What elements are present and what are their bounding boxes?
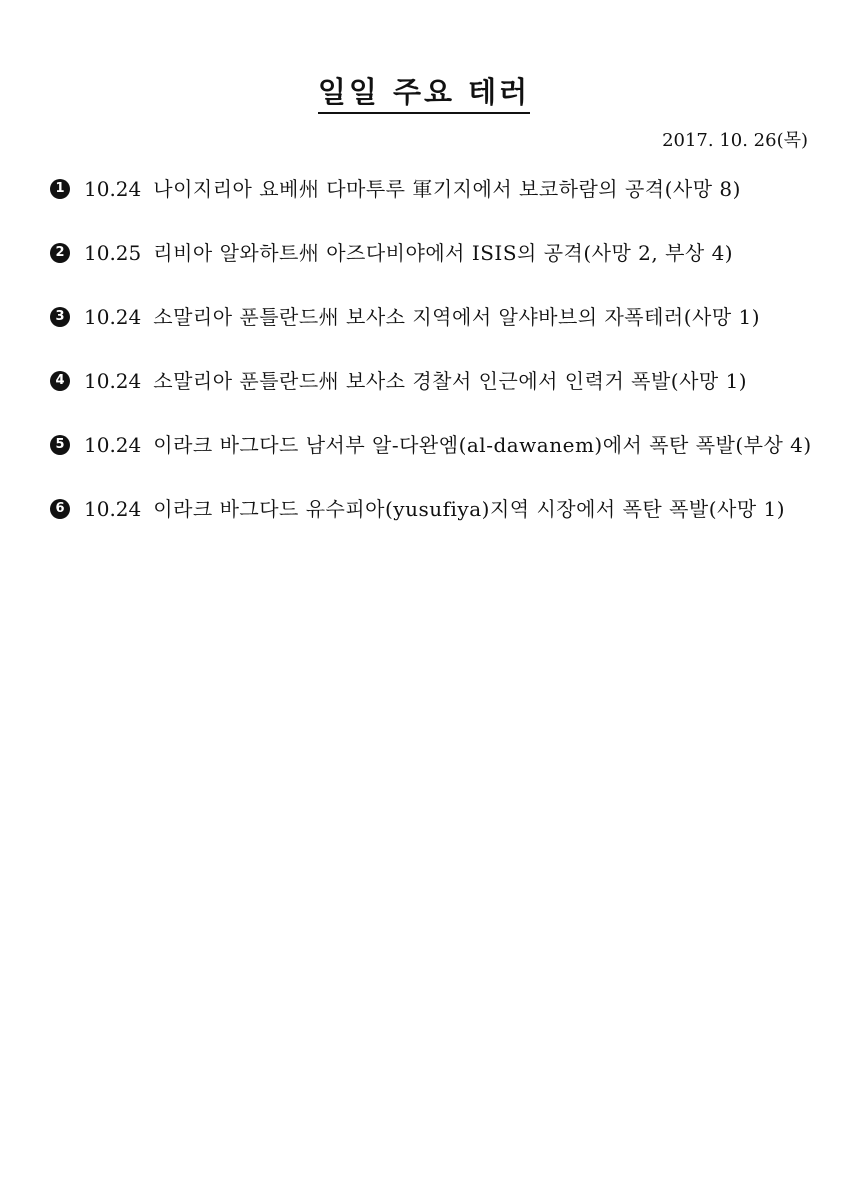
number-marker: 2 bbox=[50, 243, 70, 263]
page-title-text: 일일 주요 테러 bbox=[318, 74, 530, 114]
incident-date: 10.24 bbox=[84, 497, 142, 521]
incident-item bbox=[50, 427, 820, 491]
incident-date: 10.24 bbox=[84, 305, 142, 329]
incident-text: 나이지리아 요베州 다마투루 軍기지에서 보코하람의 공격(사망 8) bbox=[153, 177, 741, 201]
incident-text: 리비아 알와하트州 아즈다비야에서 ISIS의 공격(사망 2, 부상 4) bbox=[153, 241, 734, 265]
incident-list bbox=[50, 171, 820, 555]
incident-date: 10.25 bbox=[84, 241, 142, 265]
number-marker: 4 bbox=[50, 371, 70, 391]
incident-item bbox=[50, 491, 820, 555]
incident-item bbox=[50, 235, 820, 299]
report-date: 2017. 10. 26(목) bbox=[662, 130, 808, 151]
incident-text: 이라크 바그다드 남서부 알-다완엠(al-dawanem)에서 폭탄 폭발(부상 4) bbox=[153, 433, 812, 457]
incident-text: 소말리아 푼틀란드州 보사소 경찰서 인근에서 인력거 폭발(사망 1) bbox=[153, 369, 748, 393]
number-marker: 5 bbox=[50, 435, 70, 455]
incident-text: 소말리아 푼틀란드州 보사소 지역에서 알샤바브의 자폭테러(사망 1) bbox=[153, 305, 761, 329]
incident-item bbox=[50, 171, 820, 235]
incident-item bbox=[50, 299, 820, 363]
page-title bbox=[0, 74, 848, 114]
number-marker: 3 bbox=[50, 307, 70, 327]
incident-text: 이라크 바그다드 유수피아(yusufiya)지역 시장에서 폭탄 폭발(사망 1) bbox=[153, 497, 786, 521]
number-marker: 1 bbox=[50, 179, 70, 199]
incident-date: 10.24 bbox=[84, 177, 142, 201]
incident-date: 10.24 bbox=[84, 369, 142, 393]
number-marker: 6 bbox=[50, 499, 70, 519]
incident-item bbox=[50, 363, 820, 427]
incident-date: 10.24 bbox=[84, 433, 142, 457]
